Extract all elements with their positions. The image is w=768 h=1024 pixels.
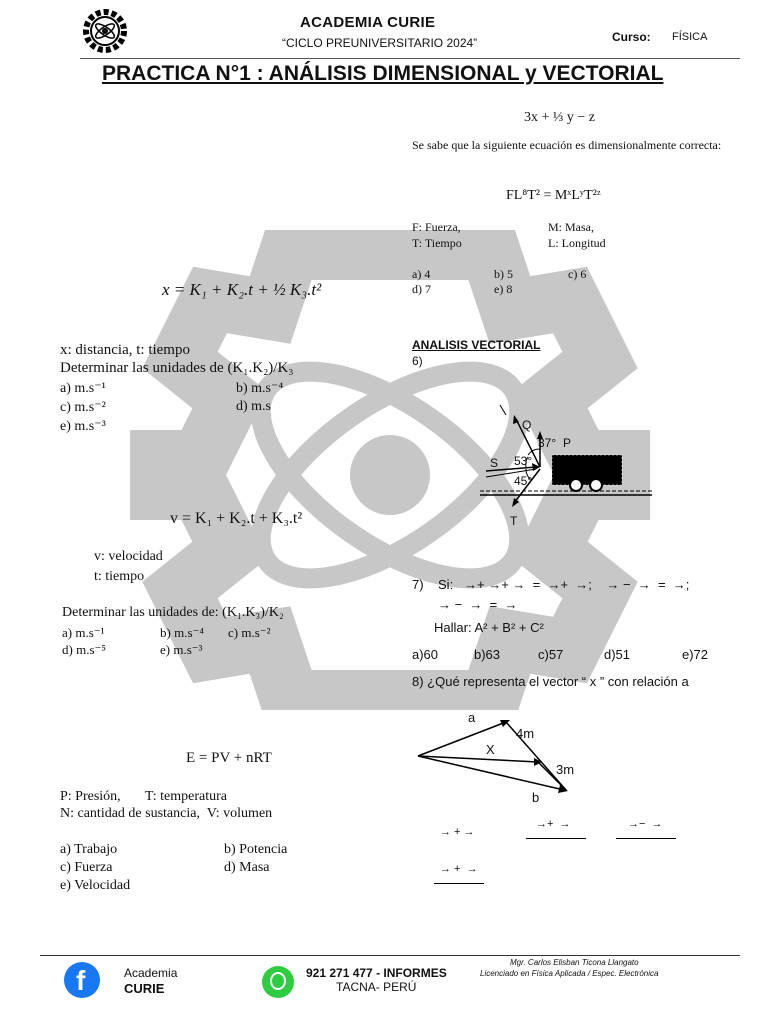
whatsapp-icon[interactable] bbox=[262, 966, 294, 998]
q-option-c: c) 6 bbox=[568, 267, 587, 281]
p2-option-c: c) m.s⁻² bbox=[228, 625, 271, 640]
footer-city: TACNA- PERÚ bbox=[336, 980, 417, 994]
p2-var2: t: tiempo bbox=[94, 569, 145, 584]
q7-line2: → − → = → bbox=[438, 597, 518, 612]
p2-option-b: b) m.s⁻⁴ bbox=[160, 625, 204, 640]
footer-author: Mgr. Carlos Elisban Ticona Llangato bbox=[510, 958, 639, 967]
q8-option-3: →− → bbox=[628, 818, 663, 830]
p1-question: Determinar las unidades de (K₁.K₂)/K₃ bbox=[60, 360, 294, 376]
header-subtitle: “CICLO PREUNIVERSITARIO 2024” bbox=[282, 36, 478, 50]
course-label: Curso: bbox=[612, 30, 651, 44]
q-option-d: d) 7 bbox=[412, 282, 431, 296]
q7-option-b: b)63 bbox=[474, 647, 501, 662]
p2-var1: v: velocidad bbox=[94, 549, 163, 564]
q6-number: 6) bbox=[412, 354, 423, 368]
p3-option-c: c) Fuerza bbox=[60, 860, 113, 875]
fraction-bar-4 bbox=[434, 883, 484, 884]
p1-option-b: b) m.s⁻⁴ bbox=[236, 381, 284, 396]
footer-phone: 921 271 477 - INFORMES bbox=[306, 966, 447, 980]
q7-option-e: e)72 bbox=[682, 647, 709, 662]
page-title: PRACTICA N°1 : ANÁLISIS DIMENSIONAL y VECTORIAL bbox=[102, 62, 664, 85]
q8-label-a: a bbox=[468, 710, 476, 725]
footer-curie: CURIE bbox=[124, 981, 165, 996]
var-fuerza: F: Fuerza, bbox=[412, 220, 461, 234]
q8-option-1: → + → bbox=[440, 826, 475, 838]
footer-author-title: Licenciado en Física Aplicada / Espec. Electrónica bbox=[480, 969, 659, 978]
q8-vector-figure bbox=[414, 708, 584, 808]
p2-option-a: a) m.s⁻¹ bbox=[62, 625, 105, 640]
var-tiempo: T: Tiempo bbox=[412, 236, 462, 250]
q6-label-q: Q bbox=[522, 418, 532, 432]
q7-option-c: c)57 bbox=[538, 647, 564, 662]
p1-option-e: e) m.s⁻³ bbox=[60, 419, 106, 434]
var-masa: M: Masa, bbox=[548, 220, 594, 234]
p3-formula: E = PV + nRT bbox=[186, 750, 272, 766]
q7-hallar: Hallar: A² + B² + C² bbox=[434, 620, 544, 635]
q6-label-p: P bbox=[563, 436, 572, 450]
p2-option-d: d) m.s⁻⁵ bbox=[62, 642, 106, 657]
q8-label-x: X bbox=[486, 742, 495, 757]
q6-angle-37: 37° bbox=[538, 436, 557, 450]
q-option-b: b) 5 bbox=[494, 267, 513, 281]
q7-line1: 7) Si: →+ →+ → = →+ →; → − → = →; bbox=[412, 577, 690, 592]
p3-option-a: a) Trabajo bbox=[60, 842, 118, 857]
p1-option-c: c) m.s⁻² bbox=[60, 400, 106, 415]
footer-academia: Academia bbox=[124, 966, 178, 980]
q7-option-a: a)60 bbox=[412, 647, 439, 662]
q8-text: 8) ¿Qué representa el vector “ x ” con relación a bbox=[412, 674, 689, 689]
q8-label-b: b bbox=[532, 790, 540, 805]
p3-option-e: e) Velocidad bbox=[60, 878, 131, 893]
p2-option-e: e) m.s⁻³ bbox=[160, 642, 203, 657]
q-option-e: e) 8 bbox=[494, 282, 513, 296]
fraction-bar-3 bbox=[616, 838, 676, 839]
q6-angle-53: 53° bbox=[514, 454, 533, 468]
q6-label-s: S bbox=[490, 456, 499, 470]
p3-option-b: b) Potencia bbox=[224, 842, 288, 857]
p3-vars2: N: cantidad de sustancia, V: volumen bbox=[60, 806, 273, 821]
header-divider bbox=[80, 58, 740, 59]
q6-angle-45: 45° bbox=[514, 474, 533, 488]
expr: 3x + ⅓ y − z bbox=[524, 110, 596, 125]
var-longitud: L: Longitud bbox=[548, 236, 606, 250]
p1-option-d: d) m.s bbox=[236, 399, 271, 414]
footer-divider bbox=[40, 955, 740, 956]
q6-label-t: T bbox=[510, 514, 518, 528]
gear-atom-logo bbox=[82, 8, 128, 54]
q7-option-d: d)51 bbox=[604, 647, 631, 662]
fraction-bar-2 bbox=[526, 838, 586, 839]
q-equation: FL⁸T² = MˣLʸT²ᶻ bbox=[506, 188, 601, 203]
facebook-icon[interactable]: f bbox=[64, 962, 100, 998]
p1-option-a: a) m.s⁻¹ bbox=[60, 381, 106, 396]
p1-vars: x: distancia, t: tiempo bbox=[60, 342, 190, 358]
q8-length-3m: 3m bbox=[556, 762, 575, 777]
header-title: ACADEMIA CURIE bbox=[300, 14, 436, 31]
p3-vars1: P: Presión, T: temperatura bbox=[60, 789, 228, 804]
q-option-a: a) 4 bbox=[412, 267, 431, 281]
q6-vector-figure bbox=[480, 395, 660, 530]
q-intro: Se sabe que la siguiente ecuación es dimensionalmente correcta: bbox=[412, 138, 722, 152]
p2-question: Determinar las unidades de: (K₁.K₃)/K₂ bbox=[62, 605, 284, 620]
p3-option-d: d) Masa bbox=[224, 860, 270, 875]
p2-formula: v = K₁ + K₂.t + K₃.t² bbox=[170, 510, 303, 527]
p1-formula: x = K₁ + K₂.t + ½ K₃.t² bbox=[162, 280, 322, 299]
q8-length-4m: 4m bbox=[516, 726, 535, 741]
section-heading-vectorial: ANALISIS VECTORIAL bbox=[412, 338, 541, 352]
q8-option-4: → + → bbox=[440, 863, 478, 875]
course-value: FÍSICA bbox=[672, 31, 708, 43]
q8-option-2: →+ → bbox=[536, 818, 571, 830]
